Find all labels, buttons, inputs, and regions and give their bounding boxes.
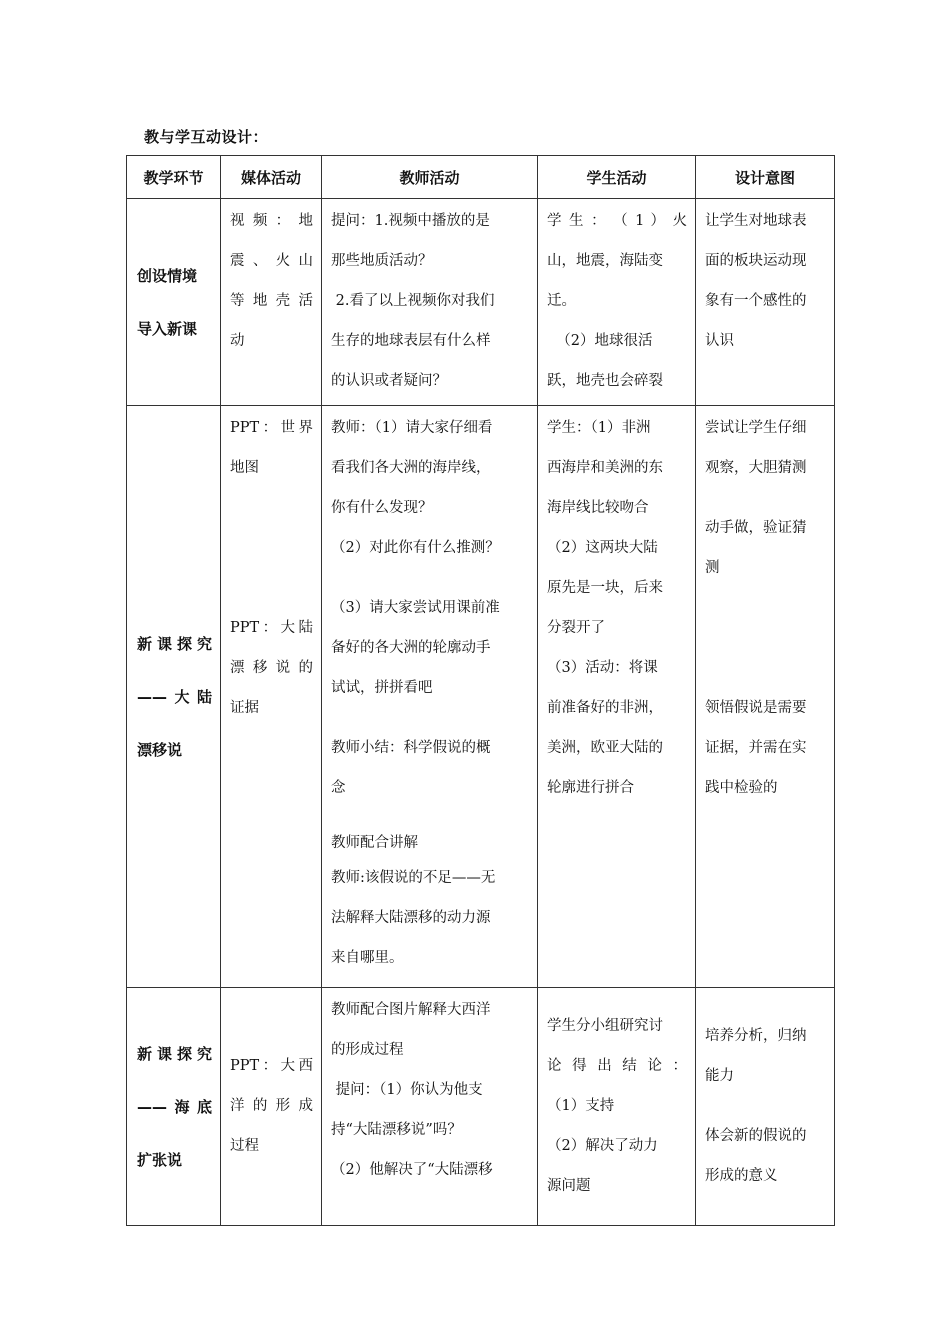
student-line: 迁。 bbox=[547, 293, 576, 309]
intent-line: 证据，并需在实 bbox=[705, 740, 807, 756]
stage-line: 导入新课 bbox=[137, 319, 198, 338]
column-header-stage: 教学环节 bbox=[127, 156, 221, 199]
teacher-line: 备好的各大洲的轮廓动手 bbox=[331, 640, 491, 656]
teacher-line: 生存的地球表层有什么样 bbox=[331, 333, 491, 349]
table-row bbox=[127, 199, 835, 406]
teacher-line: 教师:该假说的不足——无 bbox=[331, 870, 496, 886]
media-cell bbox=[221, 199, 322, 406]
teacher-line: 看我们各大洲的海岸线， bbox=[331, 460, 491, 476]
teacher-line: 法解释大陆漂移的动力源 bbox=[331, 910, 491, 926]
intent-line: 尝试让学生仔细 bbox=[705, 420, 807, 436]
teacher-line: 那些地质活动？ bbox=[331, 253, 433, 269]
teacher-line: 的认识或者疑问？ bbox=[331, 373, 447, 389]
stage-line: 新课探究 bbox=[137, 634, 212, 653]
intent-cell bbox=[696, 406, 835, 988]
lesson-design-table bbox=[126, 155, 835, 1226]
media-line: 动 bbox=[230, 333, 245, 349]
teacher-line: 教师：（1）请大家仔细看 bbox=[331, 420, 493, 436]
student-line: 美洲，欧亚大陆的 bbox=[547, 740, 663, 756]
media-line: 证据 bbox=[230, 700, 259, 716]
student-line: 学 生 ： （ 1 ） 火 bbox=[547, 213, 687, 229]
teacher-cell bbox=[322, 406, 538, 988]
student-line: 海岸线比较吻合 bbox=[547, 500, 649, 516]
intent-line: 让学生对地球表 bbox=[705, 213, 807, 229]
student-line: 跃，地壳也会碎裂 bbox=[547, 373, 663, 389]
media-line: 视 频 ： 地 bbox=[230, 213, 313, 229]
student-line: 西海岸和美洲的东 bbox=[547, 460, 663, 476]
column-header-student: 学生活动 bbox=[538, 156, 696, 199]
table-row bbox=[127, 988, 835, 1226]
student-line: （2）地球很活 bbox=[547, 333, 653, 349]
intent-line: 体会新的假说的 bbox=[705, 1127, 807, 1144]
intent-line: 能力 bbox=[705, 1067, 734, 1084]
stage-line: 创设情境 bbox=[137, 266, 198, 285]
student-line: 轮廓进行拼合 bbox=[547, 780, 634, 796]
teacher-line: 教师配合讲解 bbox=[331, 835, 418, 851]
media-line: PPT：世界 bbox=[230, 420, 313, 436]
column-header-media: 媒体活动 bbox=[221, 156, 322, 199]
section-heading: 教与学互动设计： bbox=[144, 128, 269, 146]
student-line: 分裂开了 bbox=[547, 620, 605, 636]
student-line: （3）活动：将课 bbox=[547, 660, 658, 676]
student-cell bbox=[538, 406, 696, 988]
student-line: 前准备好的非洲， bbox=[547, 700, 663, 716]
intent-line: 认识 bbox=[705, 333, 734, 349]
student-cell bbox=[538, 199, 696, 406]
teacher-line: 的形成过程 bbox=[331, 1042, 404, 1058]
media-line: 洋 的 形 成 bbox=[230, 1097, 313, 1114]
teacher-line: 你有什么发现？ bbox=[331, 500, 433, 516]
teacher-line: 提问：（1）你认为他支 bbox=[331, 1082, 483, 1098]
stage-line: ——海底 bbox=[137, 1097, 212, 1116]
intent-line: 践中检验的 bbox=[705, 780, 778, 796]
intent-line: 测 bbox=[705, 560, 720, 576]
teacher-line: 提问：1.视频中播放的是 bbox=[331, 213, 490, 229]
intent-line: 观察，大胆猜测 bbox=[705, 460, 807, 476]
teacher-line: 教师小结：科学假说的概 bbox=[331, 740, 491, 756]
stage-cell bbox=[127, 988, 221, 1226]
stage-line: ——大陆 bbox=[137, 687, 212, 706]
student-line: 源问题 bbox=[547, 1177, 591, 1194]
intent-line: 动手做，验证猜 bbox=[705, 520, 807, 536]
student-line: 学生：（1）非洲 bbox=[547, 420, 651, 436]
media-line: PPT：大陆 bbox=[230, 620, 313, 636]
student-line: 学生分小组研究讨 bbox=[547, 1017, 663, 1034]
stage-line: 漂移说 bbox=[137, 740, 183, 759]
media-line: PPT：大西 bbox=[230, 1057, 313, 1074]
student-line: 原先是一块，后来 bbox=[547, 580, 663, 596]
media-line: 地图 bbox=[230, 460, 259, 476]
table-row bbox=[127, 406, 835, 988]
teacher-line: 2.看了以上视频你对我们 bbox=[331, 293, 495, 309]
column-header-teacher: 教师活动 bbox=[322, 156, 538, 199]
student-line: （2）这两块大陆 bbox=[547, 540, 658, 556]
table-header-row bbox=[127, 156, 835, 199]
teacher-line: 教师配合图片解释大西洋 bbox=[331, 1002, 491, 1018]
media-cell bbox=[221, 406, 322, 988]
student-line: 论 得 出 结 论 ： bbox=[547, 1057, 687, 1074]
stage-line: 新课探究 bbox=[137, 1044, 212, 1063]
stage-cell bbox=[127, 406, 221, 988]
media-line: 漂 移 说 的 bbox=[230, 660, 313, 676]
intent-line: 领悟假说是需要 bbox=[705, 700, 807, 716]
student-cell bbox=[538, 988, 696, 1226]
teacher-line: 试试，拼拼看吧 bbox=[331, 680, 433, 696]
teacher-line: 来自哪里。 bbox=[331, 950, 404, 966]
student-line: （2）解决了动力 bbox=[547, 1137, 658, 1154]
teacher-line: （2）对此你有什么推测？ bbox=[331, 540, 500, 556]
teacher-line: 持“大陆漂移说”吗？ bbox=[331, 1122, 462, 1138]
column-header-intent: 设计意图 bbox=[696, 156, 835, 199]
student-line: （1）支持 bbox=[547, 1097, 615, 1114]
teacher-line: 念 bbox=[331, 780, 346, 796]
intent-line: 培养分析，归纳 bbox=[705, 1027, 807, 1044]
intent-line: 形成的意义 bbox=[705, 1167, 778, 1184]
media-line: 等 地 壳 活 bbox=[230, 293, 313, 309]
intent-cell bbox=[696, 988, 835, 1226]
intent-line: 面的板块运动现 bbox=[705, 253, 807, 269]
teacher-line: （3）请大家尝试用课前准 bbox=[331, 600, 500, 616]
teacher-line: （2）他解决了“大陆漂移 bbox=[331, 1162, 493, 1178]
stage-line: 扩张说 bbox=[137, 1150, 183, 1169]
stage-cell bbox=[127, 199, 221, 406]
media-cell bbox=[221, 988, 322, 1226]
teacher-cell bbox=[322, 199, 538, 406]
media-line: 过程 bbox=[230, 1137, 259, 1154]
teacher-cell bbox=[322, 988, 538, 1226]
student-line: 山，地震，海陆变 bbox=[547, 253, 663, 269]
intent-cell bbox=[696, 199, 835, 406]
intent-line: 象有一个感性的 bbox=[705, 293, 807, 309]
media-line: 震 、 火 山 bbox=[230, 253, 313, 269]
